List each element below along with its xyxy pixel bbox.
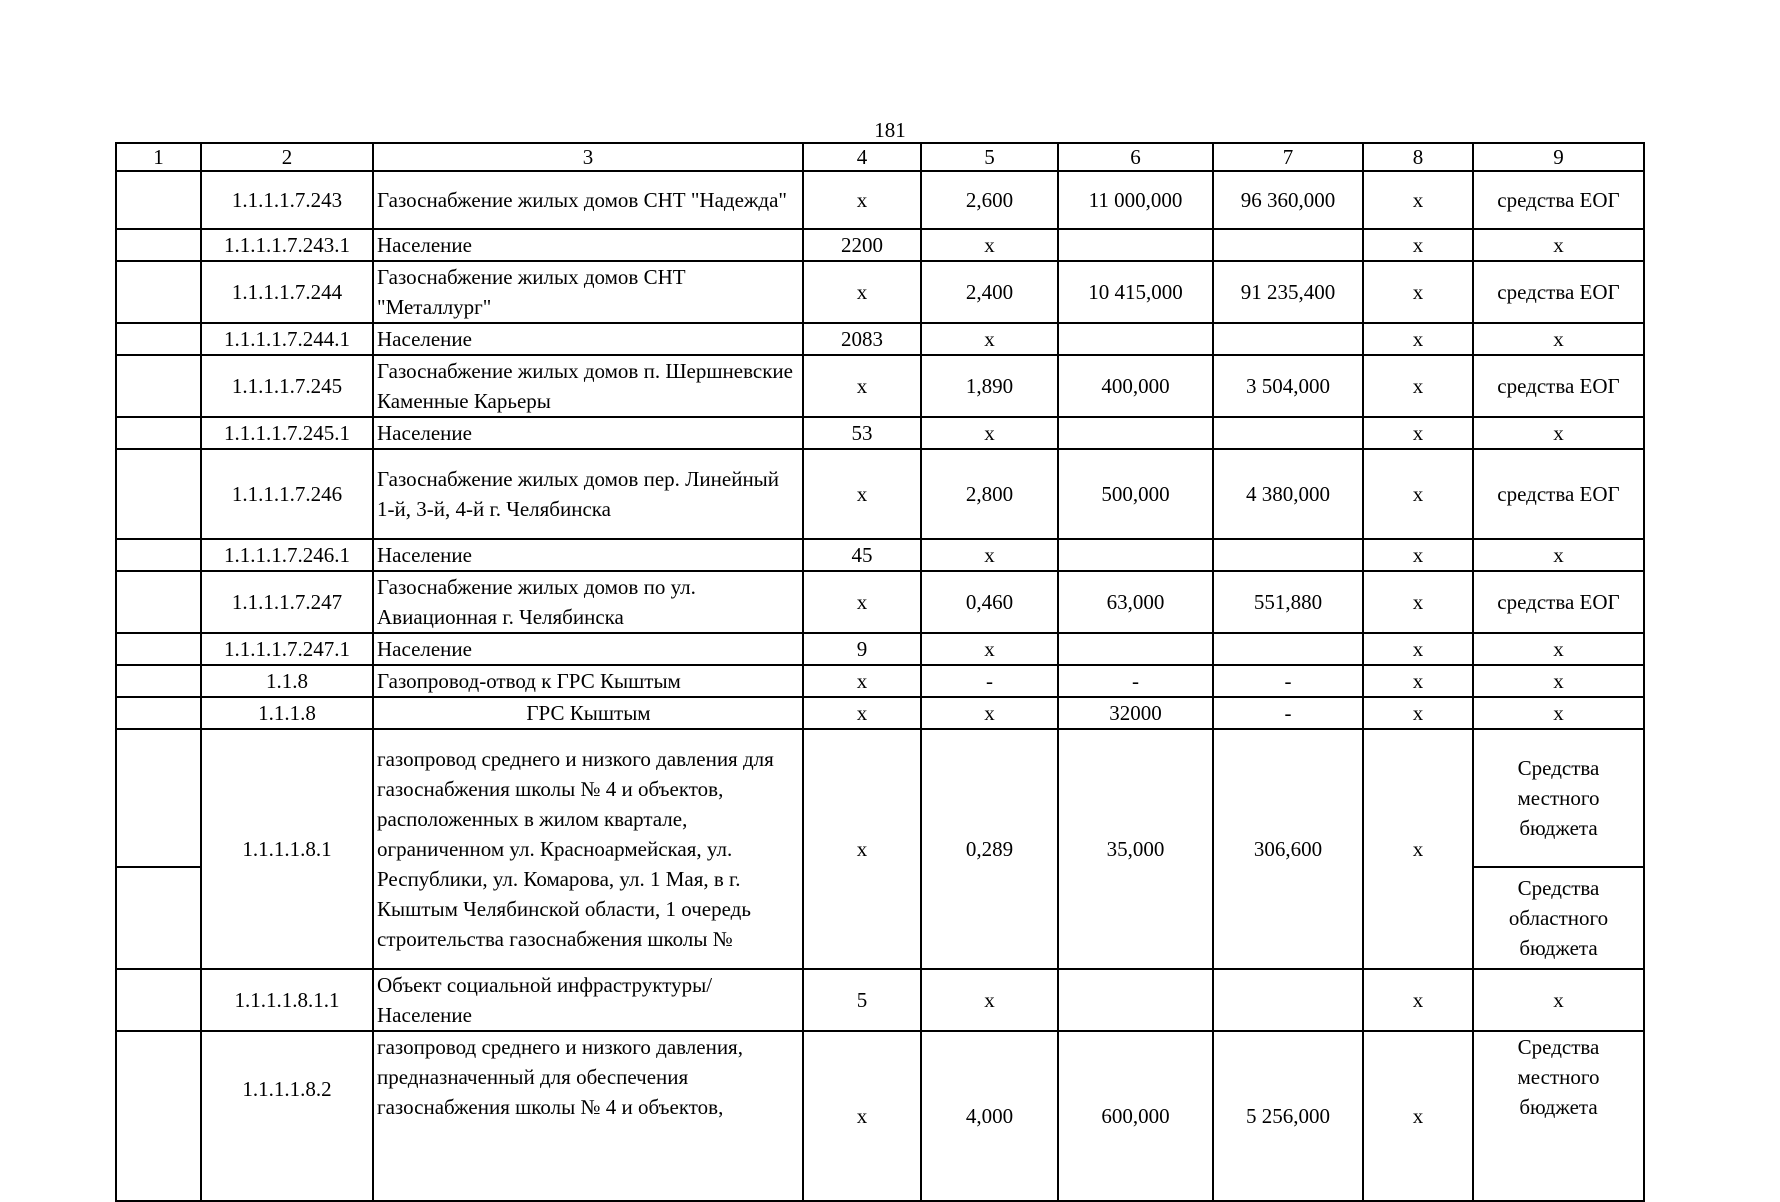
cell-col4: 2083 [803, 323, 921, 355]
cell-col9: средства ЕОГ [1473, 355, 1644, 417]
cell-col1 [116, 969, 201, 1031]
cell-col9: х [1473, 697, 1644, 729]
cell-col5: х [921, 539, 1058, 571]
table-row [116, 449, 1644, 539]
cell-col5: 4,000 [921, 1031, 1058, 1201]
cell-col4: х [803, 697, 921, 729]
cell-col7 [1213, 969, 1363, 1031]
header-cell: 1 [116, 143, 201, 171]
cell-col7 [1213, 229, 1363, 261]
cell-col6 [1058, 969, 1213, 1031]
cell-col7: 5 256,000 [1213, 1031, 1363, 1201]
cell-col1 [116, 867, 201, 969]
cell-col1 [116, 729, 201, 867]
cell-code: 1.1.1.1.7.243 [201, 171, 373, 229]
header-cell: 5 [921, 143, 1058, 171]
table-row [116, 539, 1644, 571]
cell-col1 [116, 539, 201, 571]
cell-col9: х [1473, 417, 1644, 449]
cell-name: Газоснабжение жилых домов по ул. Авиационная г. Челябинска [373, 571, 803, 633]
cell-name: ГРС Кыштым [373, 697, 803, 729]
cell-col7 [1213, 633, 1363, 665]
cell-col7 [1213, 539, 1363, 571]
cell-name: Население [373, 539, 803, 571]
table-viewport [115, 142, 1645, 1128]
cell-col9: средства ЕОГ [1473, 449, 1644, 539]
cell-col4: х [803, 1031, 921, 1201]
cell-name: Население [373, 633, 803, 665]
cell-code: 1.1.1.1.8.1.1 [201, 969, 373, 1031]
page-number: 181 [874, 118, 906, 142]
cell-col5: х [921, 969, 1058, 1031]
header-cell: 9 [1473, 143, 1644, 171]
cell-col8: х [1363, 539, 1473, 571]
header-cell: 8 [1363, 143, 1473, 171]
cell-col1 [116, 229, 201, 261]
table-row [116, 323, 1644, 355]
cell-col5: х [921, 229, 1058, 261]
cell-col8: х [1363, 355, 1473, 417]
table-row [116, 229, 1644, 261]
cell-col1 [116, 449, 201, 539]
cell-col6: 63,000 [1058, 571, 1213, 633]
cell-col7: - [1213, 697, 1363, 729]
cell-col6 [1058, 417, 1213, 449]
cell-col1 [116, 1031, 201, 1201]
cell-col6 [1058, 323, 1213, 355]
cell-col6: 11 000,000 [1058, 171, 1213, 229]
cell-col4: х [803, 571, 921, 633]
cell-col4: 53 [803, 417, 921, 449]
cell-col6 [1058, 229, 1213, 261]
header-cell: 7 [1213, 143, 1363, 171]
cell-col8: х [1363, 449, 1473, 539]
cell-col7: 3 504,000 [1213, 355, 1363, 417]
table-row [116, 729, 1644, 867]
cell-col9: х [1473, 665, 1644, 697]
cell-col9: х [1473, 633, 1644, 665]
cell-col6: 600,000 [1058, 1031, 1213, 1201]
cell-col4: х [803, 729, 921, 969]
table-row [116, 1031, 1644, 1201]
cell-col7: 4 380,000 [1213, 449, 1363, 539]
cell-col1 [116, 171, 201, 229]
cell-code: 1.1.1.1.7.246 [201, 449, 373, 539]
cell-col8: х [1363, 697, 1473, 729]
cell-col7 [1213, 323, 1363, 355]
cell-funding-local: Средства местного бюджета [1473, 729, 1644, 867]
header-cell: 3 [373, 143, 803, 171]
cell-col6: 35,000 [1058, 729, 1213, 969]
cell-name: газопровод среднего и низкого давления для газоснабжения школы № 4 и объектов, расположенных в жилом квартале, ограниченном ул. Красноармейская, ул. Республики, ул. Комарова, ул. 1 Мая, в г. Кыштым Челябинской области, 1 очередь строительства газоснабжения школы № [373, 729, 803, 969]
cell-col5: - [921, 665, 1058, 697]
cell-code: 1.1.1.1.7.244.1 [201, 323, 373, 355]
cell-col9: средства ЕОГ [1473, 571, 1644, 633]
cell-col6: - [1058, 665, 1213, 697]
cell-col7: 551,880 [1213, 571, 1363, 633]
cell-name: Газоснабжение жилых домов пер. Линейный 1-й, 3-й, 4-й г. Челябинска [373, 449, 803, 539]
cell-col9: х [1473, 323, 1644, 355]
cell-code: 1.1.1.1.7.245 [201, 355, 373, 417]
investment-table [115, 142, 1645, 1202]
cell-col4: 5 [803, 969, 921, 1031]
cell-col5: 1,890 [921, 355, 1058, 417]
table-row [116, 633, 1644, 665]
cell-col4: 9 [803, 633, 921, 665]
cell-col5: х [921, 633, 1058, 665]
cell-code: 1.1.1.1.7.244 [201, 261, 373, 323]
cell-col8: х [1363, 171, 1473, 229]
cell-col5: х [921, 323, 1058, 355]
cell-code: 1.1.1.1.8.2 [201, 1031, 373, 1201]
cell-col8: х [1363, 633, 1473, 665]
cell-funding-local: Средства местного бюджета [1473, 1031, 1644, 1201]
cell-col1 [116, 323, 201, 355]
cell-code: 1.1.1.1.7.246.1 [201, 539, 373, 571]
cell-col6: 32000 [1058, 697, 1213, 729]
cell-name: Газоснабжение жилых домов СНТ "Металлург" [373, 261, 803, 323]
cell-code: 1.1.1.8 [201, 697, 373, 729]
cell-name: Население [373, 323, 803, 355]
cell-col5: 0,289 [921, 729, 1058, 969]
cell-name: Население [373, 229, 803, 261]
cell-col1 [116, 633, 201, 665]
cell-col6 [1058, 539, 1213, 571]
cell-col1 [116, 697, 201, 729]
cell-col6: 10 415,000 [1058, 261, 1213, 323]
cell-funding-regional: Средства областного бюджета [1473, 867, 1644, 969]
cell-name: Объект социальной инфраструктуры/Население [373, 969, 803, 1031]
table-row [116, 697, 1644, 729]
table-row [116, 571, 1644, 633]
cell-col5: х [921, 417, 1058, 449]
cell-col7 [1213, 417, 1363, 449]
cell-col6: 400,000 [1058, 355, 1213, 417]
cell-col8: х [1363, 229, 1473, 261]
table-row [116, 417, 1644, 449]
cell-col7: 91 235,400 [1213, 261, 1363, 323]
cell-col8: х [1363, 665, 1473, 697]
cell-col9: х [1473, 229, 1644, 261]
cell-col8: х [1363, 1031, 1473, 1201]
cell-name: газопровод среднего и низкого давления, предназначенный для обеспечения газоснабжения школы № 4 и объектов, [373, 1031, 803, 1201]
cell-col5: 0,460 [921, 571, 1058, 633]
cell-col8: х [1363, 417, 1473, 449]
cell-col5: 2,600 [921, 171, 1058, 229]
cell-col7: 96 360,000 [1213, 171, 1363, 229]
cell-col9: средства ЕОГ [1473, 261, 1644, 323]
cell-col1 [116, 571, 201, 633]
cell-col9: средства ЕОГ [1473, 171, 1644, 229]
header-cell: 6 [1058, 143, 1213, 171]
cell-col8: х [1363, 323, 1473, 355]
cell-col7: 306,600 [1213, 729, 1363, 969]
cell-col1 [116, 417, 201, 449]
table-row [116, 969, 1644, 1031]
cell-col9: х [1473, 539, 1644, 571]
header-cell: 4 [803, 143, 921, 171]
cell-col1 [116, 355, 201, 417]
cell-col5: 2,400 [921, 261, 1058, 323]
cell-col8: х [1363, 729, 1473, 969]
cell-name: Газопровод-отвод к ГРС Кыштым [373, 665, 803, 697]
cell-col4: х [803, 355, 921, 417]
column-number-row [116, 143, 1644, 171]
cell-code: 1.1.8 [201, 665, 373, 697]
table-row [116, 261, 1644, 323]
cell-name: Газоснабжение жилых домов п. Шершневские Каменные Карьеры [373, 355, 803, 417]
cell-col4: х [803, 665, 921, 697]
cell-name: Население [373, 417, 803, 449]
cell-code: 1.1.1.1.8.1 [201, 729, 373, 969]
cell-col9: х [1473, 969, 1644, 1031]
cell-col5: 2,800 [921, 449, 1058, 539]
cell-col8: х [1363, 261, 1473, 323]
cell-col8: х [1363, 571, 1473, 633]
cell-col1 [116, 665, 201, 697]
cell-col4: 45 [803, 539, 921, 571]
cell-col6 [1058, 633, 1213, 665]
header-cell: 2 [201, 143, 373, 171]
cell-code: 1.1.1.1.7.247.1 [201, 633, 373, 665]
table-row [116, 355, 1644, 417]
cell-code: 1.1.1.1.7.245.1 [201, 417, 373, 449]
cell-col4: х [803, 449, 921, 539]
cell-col4: х [803, 261, 921, 323]
cell-col1 [116, 261, 201, 323]
cell-col7: - [1213, 665, 1363, 697]
cell-col5: х [921, 697, 1058, 729]
cell-code: 1.1.1.1.7.247 [201, 571, 373, 633]
table-row [116, 171, 1644, 229]
cell-col4: 2200 [803, 229, 921, 261]
cell-col6: 500,000 [1058, 449, 1213, 539]
cell-code: 1.1.1.1.7.243.1 [201, 229, 373, 261]
table-row [116, 665, 1644, 697]
cell-name: Газоснабжение жилых домов СНТ "Надежда" [373, 171, 803, 229]
cell-col8: х [1363, 969, 1473, 1031]
cell-col4: х [803, 171, 921, 229]
